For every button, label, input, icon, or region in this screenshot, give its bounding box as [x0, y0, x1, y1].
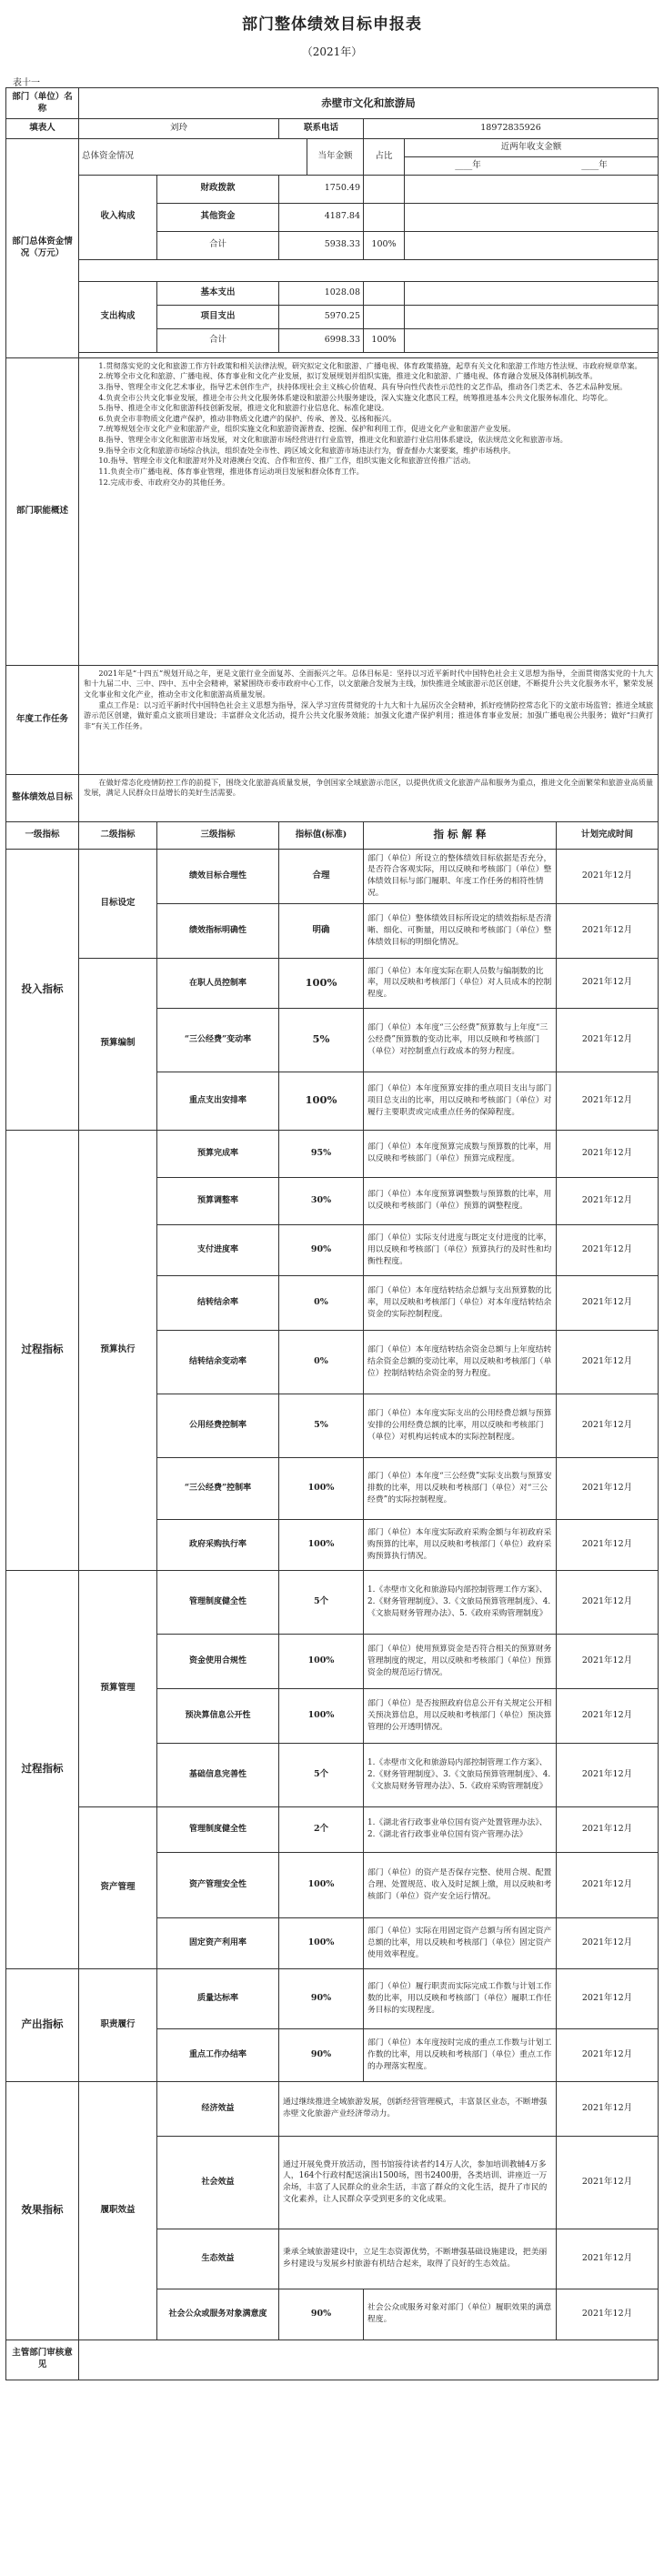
- year-blank-1: ____年: [455, 159, 481, 170]
- indicator-explain: 1.《湖北省行政事业单位国有资产处置管理办法》、2.《湖北省行政事业单位国有资产管理办法》: [364, 1806, 557, 1852]
- indicator-time: 2021年12月: [557, 2028, 659, 2081]
- indicator-explain: 通过开展免费开放活动，图书馆接待读者约14万人次，参加培训教辅4万多人，164个行政村配送演出1500场，图书2400册，各类培训、讲座近一万余场，丰富了人民群众的业余生活，丰富了群众的文化生活，提升了市民的文化素养，让人民群众享受到更多的文化成果。: [279, 2136, 557, 2229]
- indicator-time: 2021年12月: [557, 1330, 659, 1394]
- duty-item: 9.指导全市文化和旅游市场综合执法，组织查处全市性、跨区域文化和旅游市场违法行为，督查督办大案要案，维护市场秩序。: [98, 445, 516, 455]
- dept-label: 部门（单位）名称: [6, 88, 79, 119]
- indicator-name: 生态效益: [157, 2229, 279, 2289]
- indicator-time: 2021年12月: [557, 2229, 659, 2289]
- indicator-row: [6, 1130, 659, 1177]
- funds-header-row: [6, 139, 659, 176]
- funds-current-year-label: 当年金额: [307, 139, 364, 176]
- indicator-time: 2021年12月: [557, 1806, 659, 1852]
- indicator-name: 在职人员控制率: [157, 958, 279, 1008]
- expense-value: 5970.25: [279, 305, 364, 328]
- level3-header: 三级指标: [157, 821, 279, 849]
- income-label: 收入构成: [79, 175, 157, 259]
- indicator-time: 2021年12月: [557, 2136, 659, 2229]
- duty-item: 1.贯彻落实党的文化和旅游工作方针政策和相关法律法规，研究拟定文化和旅游、广播电视、体育政策措施，起草有关文化和旅游工作地方性法规、市政府规章草案。: [98, 360, 642, 370]
- income-ratio: 100%: [364, 231, 405, 259]
- indicator-explain: 部门（单位）本年度预算完成数与预算数的比率，用以反映和考核部门（单位）预算完成程度。: [364, 1130, 557, 1177]
- annual-tasks-row: [6, 665, 659, 774]
- indicator-name: 结转结余率: [157, 1275, 279, 1330]
- indicator-value: 2个: [279, 1806, 364, 1852]
- indicator-time: 2021年12月: [557, 1968, 659, 2028]
- indicator-explain: 部门（单位）履行职责而实际完成工作数与计划工作数的比率，用以反映和考核部门（单位）履职工作任务目标的实现程度。: [364, 1968, 557, 2028]
- indicator-value: 0%: [279, 1275, 364, 1330]
- indicator-name: 预算完成率: [157, 1130, 279, 1177]
- indicator-explain: 部门（单位）本年度实际政府采购金额与年初政府采购预算的比率，用以反映和考核部门（单位）政府采购预算执行情况。: [364, 1519, 557, 1570]
- indicator-value: 90%: [279, 2289, 364, 2340]
- indicator-name: 绩效指标明确性: [157, 903, 279, 958]
- review-value: [79, 2340, 659, 2380]
- indicator-explain: 部门（单位）是否按照政府信息公开有关规定公开相关预决算信息，用以反映和考核部门（单位）预决算管理的公开透明情况。: [364, 1688, 557, 1743]
- indicator-value: 5个: [279, 1570, 364, 1634]
- indicator-explain: 秉承全域旅游建设中，立足生态资源优势，不断增强基础设施建设，把美丽乡村建设与发展乡村旅游有机结合起来，取得了良好的生态效益。: [279, 2229, 557, 2289]
- duty-item: 10.指导、管理全市文化和旅游对外及对港澳台交流、合作和宣传、推广工作，组织实施文化和旅游宣传推广活动。: [98, 456, 476, 466]
- table-number: 表十一: [13, 78, 40, 88]
- income-name: 其他资金: [157, 203, 279, 231]
- duty-item: 5.指导、推进全市文化和旅游科技创新发展，推进文化和旅游行业信息化、标准化建设。: [98, 403, 389, 413]
- plan-header: 计划完成时间: [557, 821, 659, 849]
- indicator-value: 90%: [279, 1224, 364, 1275]
- indicator-row: [6, 1570, 659, 1634]
- indicator-value: 95%: [279, 1130, 364, 1177]
- value-header: 指标值(标准): [279, 821, 364, 849]
- duty-item: 3.指导、管理全市文化艺术事业，指导艺术创作生产，扶持体现社会主义核心价值观、具有导向性代表性示范性的文艺作品，推动各门类艺术、各艺术品种发展。: [98, 381, 628, 391]
- form-table: [5, 87, 659, 2380]
- income-value: 4187.84: [279, 203, 364, 231]
- budget-exec-label: 预算执行: [79, 1130, 157, 1570]
- indicator-value: 100%: [279, 1634, 364, 1688]
- indicator-value: 100%: [279, 1519, 364, 1570]
- expense-row: [6, 281, 659, 305]
- funds-recent: [405, 139, 659, 176]
- overall-goal-text: 在做好常态化疫情防控工作的前提下，围绕文化旅游高质量发展，争创国家全域旅游示范区，以提供优质文化旅游产品和服务为重点，推进文化全面繁荣和旅游业高质量发展，满足人民群众日益增长的美好生活需要。: [79, 774, 659, 821]
- annual-tasks-label: 年度工作任务: [6, 665, 79, 774]
- indicator-row: [6, 958, 659, 1008]
- indicator-explain: 部门（单位）所设立的整体绩效目标依据是否充分，是否符合客观实际，用以反映和考核部门（单位）整体绩效目标与部门履职、年度工作任务的相符性情况。: [364, 849, 557, 903]
- indicator-explain: 部门（单位）的资产是否保存完整、使用合规、配置合理、处置规范、收入及时足额上缴，用以反映和考核部门（单位）资产安全运行情况。: [364, 1852, 557, 1917]
- dept-value: 赤壁市文化和旅游局: [79, 88, 659, 119]
- review-row: [6, 2340, 659, 2380]
- duty-item: 8.指导、管理全市文化和旅游市场发展，对文化和旅游市场经营进行行业监管，推进文化和旅游行业信用体系建设，依法规范文化和旅游市场。: [98, 435, 568, 445]
- indicator-explain: 部门（单位）本年度“三公经费”实际支出数与预算安排数的比率，用以反映和考核部门（单位）对“三公经费”的实际控制程度。: [364, 1457, 557, 1519]
- expense-ratio: 100%: [364, 328, 405, 352]
- indicator-value: 100%: [279, 1852, 364, 1917]
- indicator-time: 2021年12月: [557, 1634, 659, 1688]
- indicator-explain: 部门（单位）实际支付进度与既定支付进度的比率，用以反映和考核部门（单位）预算执行的及时性和均衡性程度。: [364, 1224, 557, 1275]
- indicator-time: 2021年12月: [557, 2081, 659, 2136]
- indicator-name: 资金使用合规性: [157, 1634, 279, 1688]
- dept-row: [6, 88, 659, 119]
- indicator-time: 2021年12月: [557, 1852, 659, 1917]
- perform-benefit-label: 履职效益: [79, 2081, 157, 2340]
- indicator-row: [6, 1968, 659, 2028]
- income-value: 5938.33: [279, 231, 364, 259]
- indicator-time: 2021年12月: [557, 2289, 659, 2340]
- expense-value: 1028.08: [279, 281, 364, 305]
- indicator-name: 社会公众或服务对象满意度: [157, 2289, 279, 2340]
- income-value: 1750.49: [279, 175, 364, 203]
- page-title: 部门整体绩效目标申报表: [242, 15, 422, 34]
- indicator-value: 90%: [279, 1968, 364, 2028]
- process-indicator-label: 过程指标: [6, 1130, 79, 1570]
- funds-section-label: 部门总体资金情况（万元）: [6, 139, 79, 358]
- indicator-row: [6, 849, 659, 903]
- output-indicator-label: 产出指标: [6, 1968, 79, 2081]
- indicator-name: 支付进度率: [157, 1224, 279, 1275]
- indicator-time: 2021年12月: [557, 1275, 659, 1330]
- expense-label: 支出构成: [79, 281, 157, 352]
- budget-prep-label: 预算编制: [79, 958, 157, 1130]
- indicator-explain: 1.《赤壁市文化和旅游局内部控制管理工作方案》、2.《财务管理制度》、3.《文旅局预算管理制度》、4.《文旅局财务管理办法》、5.《政府采购管理制度》: [364, 1570, 557, 1634]
- phone-value: 18972835926: [364, 119, 659, 139]
- input-indicator-label: 投入指标: [6, 849, 79, 1130]
- duty-item: 6.负责全市非物质文化遗产保护，推动非物质文化遗产的保护、传承、普及、弘扬和振兴。: [98, 413, 397, 423]
- indicator-name: 结转结余变动率: [157, 1330, 279, 1394]
- income-row: [6, 175, 659, 203]
- duties-label: 部门职能概述: [6, 357, 79, 665]
- indicator-value: 90%: [279, 2028, 364, 2081]
- indicator-time: 2021年12月: [557, 1688, 659, 1743]
- indicator-time: 2021年12月: [557, 1917, 659, 1968]
- annual-task-paragraph: 2021年是“十四五”规划开局之年，更是文旅行业全面复苏、全面振兴之年。总体目标是：坚持以习近平新时代中国特色社会主义思想为指导，全面贯彻落实党的十九大和十九届二中、三中、四中、五中全会精神，紧紧围绕市委市政府中心工作，以文旅融合发展为主线，加快推进全域旅游示范区创建，不断提升公共文化服务水平，繁荣发展文化事业和文化产业，推动全市文化和旅游高质量发展。: [84, 668, 654, 699]
- indicator-name: 社会效益: [157, 2136, 279, 2229]
- explain-header: 指 标 解 释: [364, 821, 557, 849]
- indicator-value: 100%: [279, 1917, 364, 1968]
- overall-goal-row: [6, 774, 659, 821]
- duty-item: 2.统筹全市文化和旅游、广播电视、体育事业和文化产业发展，拟订发展规划并组织实施，推进文化和旅游、广播电视、体育融合发展及体制机制改革。: [98, 371, 598, 381]
- expense-value: 6998.33: [279, 328, 364, 352]
- indicator-value: 0%: [279, 1330, 364, 1394]
- indicator-time: 2021年12月: [557, 903, 659, 958]
- income-ratio: [364, 203, 405, 231]
- indicator-time: 2021年12月: [557, 958, 659, 1008]
- contact-row: [6, 119, 659, 139]
- process-indicator-label-2: 过程指标: [6, 1570, 79, 1968]
- indicator-value: 30%: [279, 1177, 364, 1224]
- indicator-explain: 部门（单位）本年度实际支出的公用经费总额与预算安排的公用经费总额的比率，用以反映和考核部门（单位）对机构运转成本的实际控制程度。: [364, 1394, 557, 1457]
- income-ratio: [364, 175, 405, 203]
- expense-ratio: [364, 305, 405, 328]
- level2-header: 二级指标: [79, 821, 157, 849]
- indicator-explain: 部门（单位）实际在用固定资产总额与所有固定资产总额的比率，用以反映和考核部门（单位）固定资产使用效率程度。: [364, 1917, 557, 1968]
- indicator-value: 100%: [279, 1072, 364, 1130]
- indicator-time: 2021年12月: [557, 1130, 659, 1177]
- indicator-time: 2021年12月: [557, 1457, 659, 1519]
- indicator-time: 2021年12月: [557, 1570, 659, 1634]
- indicator-value: 合理: [279, 849, 364, 903]
- duty-label: 职责履行: [79, 1968, 157, 2081]
- person-label: 填表人: [6, 119, 79, 139]
- indicator-name: 固定资产利用率: [157, 1917, 279, 1968]
- indicator-value: 5个: [279, 1743, 364, 1806]
- annual-tasks-text: [79, 665, 659, 774]
- indicator-name: 资产管理安全性: [157, 1852, 279, 1917]
- indicator-explain: 1.《赤壁市文化和旅游局内部控制管理工作方案》、2.《财务管理制度》、3.《文旅局预算管理制度》、4.《文旅局财务管理办法》、5.《政府采购管理制度》: [364, 1743, 557, 1806]
- duties-text: [79, 357, 659, 665]
- indicator-value: 100%: [279, 1457, 364, 1519]
- indicator-name: 基础信息完善性: [157, 1743, 279, 1806]
- indicator-header-row: [6, 821, 659, 849]
- indicator-name: “三公经费”控制率: [157, 1457, 279, 1519]
- indicator-name: 政府采购执行率: [157, 1519, 279, 1570]
- spacer-row: [6, 259, 659, 281]
- indicator-time: 2021年12月: [557, 1008, 659, 1072]
- overall-goal-label: 整体绩效总目标: [6, 774, 79, 821]
- indicator-explain: 部门（单位）本年度预算安排的重点项目支出与部门项目总支出的比率，用以反映和考核部门（单位）对履行主要职责或完成重点任务的保障程度。: [364, 1072, 557, 1130]
- expense-name: 项目支出: [157, 305, 279, 328]
- indicator-row: [6, 2081, 659, 2136]
- duty-item: 7.统筹规划全市文化产业和旅游产业，组织实施文化和旅游资源普查、挖掘、保护和利用工作，促进文化产业和旅游产业发展。: [98, 424, 516, 434]
- effect-indicator-label: 效果指标: [6, 2081, 79, 2340]
- indicator-value: 100%: [279, 1688, 364, 1743]
- person-value: 刘玲: [79, 119, 279, 139]
- indicator-explain: 通过继续推进全域旅游发展，创新经营管理模式，丰富景区业态，不断增强赤壁文化旅游产业经济带动力。: [279, 2081, 557, 2136]
- indicator-time: 2021年12月: [557, 1519, 659, 1570]
- annual-task-paragraph: 重点工作是：以习近平新时代中国特色社会主义思想为指导，深入学习宣传贯彻党的十九大和十九届历次全会精神，抓好疫情防控常态化下的文旅市场监管；推进全域旅游示范区创建，做好重点文旅项目建设；丰富群众文化活动，提升公共文化服务效能；加强文化遗产保护利用；推进体育事业发展；加强广播电视公共服务；做好“扫黄打非”有关工作任务。: [84, 699, 654, 730]
- indicator-name: 预决算信息公开性: [157, 1688, 279, 1743]
- indicator-explain: 社会公众或服务对象对部门（单位）履职效果的满意程度。: [364, 2289, 557, 2340]
- duty-item: 12.完成市委、市政府交办的其他任务。: [98, 477, 230, 487]
- indicator-value: 5%: [279, 1394, 364, 1457]
- indicator-time: 2021年12月: [557, 1224, 659, 1275]
- indicator-explain: 部门（单位）本年度预算调整数与预算数的比率，用以反映和考核部门（单位）预算的调整程度。: [364, 1177, 557, 1224]
- indicator-name: 重点支出安排率: [157, 1072, 279, 1130]
- funds-total-label: 总体资金情况: [79, 139, 307, 176]
- indicator-explain: 部门（单位）本年度“三公经费”预算数与上年度“三公经费”预算数的变动比率，用以反映和考核部门（单位）对控制重点行政成本的努力程度。: [364, 1008, 557, 1072]
- indicator-value: 100%: [279, 958, 364, 1008]
- expense-name: 基本支出: [157, 281, 279, 305]
- year-blank-2: ____年: [581, 159, 608, 170]
- indicator-time: 2021年12月: [557, 849, 659, 903]
- indicator-explain: 部门（单位）本年度实际在职人员数与编制数的比率，用以反映和考核部门（单位）对人员成本的控制程度。: [364, 958, 557, 1008]
- income-name: 合计: [157, 231, 279, 259]
- indicator-name: 管理制度健全性: [157, 1806, 279, 1852]
- indicator-value: 5%: [279, 1008, 364, 1072]
- expense-ratio: [364, 281, 405, 305]
- indicator-time: 2021年12月: [557, 1743, 659, 1806]
- indicator-name: 管理制度健全性: [157, 1570, 279, 1634]
- indicator-name: “三公经费”变动率: [157, 1008, 279, 1072]
- indicator-name: 绩效目标合理性: [157, 849, 279, 903]
- funds-ratio-label: 占比: [364, 139, 405, 176]
- funds-recent-label: 近两年收支金额: [405, 139, 658, 157]
- level1-header: 一级指标: [6, 821, 79, 849]
- indicator-row: [6, 1806, 659, 1852]
- target-setting-label: 目标设定: [79, 849, 157, 958]
- indicator-explain: 部门（单位）本年度结转结余资金总额与上年度结转结余资金总额的变动比率，用以反映和考核部门（单位）控制结转结余资金的努力程度。: [364, 1330, 557, 1394]
- indicator-time: 2021年12月: [557, 1394, 659, 1457]
- budget-mgmt-label: 预算管理: [79, 1570, 157, 1806]
- target-form: [5, 87, 658, 2380]
- indicator-explain: 部门（单位）本年度结转结余总额与支出预算数的比率，用以反映和考核部门（单位）对本年度结转结余资金的实际控制程度。: [364, 1275, 557, 1330]
- duty-item: 4.负责全市公共文化事业发展，推进全市公共文化服务体系建设和旅游公共服务建设，深入实施文化惠民工程，统筹推进基本公共文化服务标准化、均等化。: [98, 392, 612, 402]
- indicator-name: 公用经费控制率: [157, 1394, 279, 1457]
- phone-label: 联系电话: [279, 119, 364, 139]
- indicator-name: 预算调整率: [157, 1177, 279, 1224]
- income-name: 财政拨款: [157, 175, 279, 203]
- duty-item: 11.负责全市广播电视、体育事业管理，推进体育运动项目发展和群众体育工作。: [98, 467, 364, 477]
- page-year: （2021年）: [301, 45, 363, 58]
- expense-name: 合计: [157, 328, 279, 352]
- indicator-name: 经济效益: [157, 2081, 279, 2136]
- indicator-explain: 部门（单位）使用预算资金是否符合相关的预算财务管理制度的规定，用以反映和考核部门（单位）预算资金的规范运行情况。: [364, 1634, 557, 1688]
- indicator-name: 重点工作办结率: [157, 2028, 279, 2081]
- indicator-explain: 部门（单位）整体绩效目标所设定的绩效指标是否清晰、细化、可衡量，用以反映和考核部门（单位）整体绩效目标的明细化情况。: [364, 903, 557, 958]
- indicator-time: 2021年12月: [557, 1072, 659, 1130]
- indicator-explain: 部门（单位）本年度按时完成的重点工作数与计划工作数的比率，用以反映和考核部门（单位）重点工作的办理落实程度。: [364, 2028, 557, 2081]
- indicator-value: 明确: [279, 903, 364, 958]
- asset-mgmt-label: 资产管理: [79, 1806, 157, 1968]
- indicator-name: 质量达标率: [157, 1968, 279, 2028]
- review-label: 主管部门审核意见: [6, 2340, 79, 2380]
- duties-row: [6, 357, 659, 665]
- indicator-time: 2021年12月: [557, 1177, 659, 1224]
